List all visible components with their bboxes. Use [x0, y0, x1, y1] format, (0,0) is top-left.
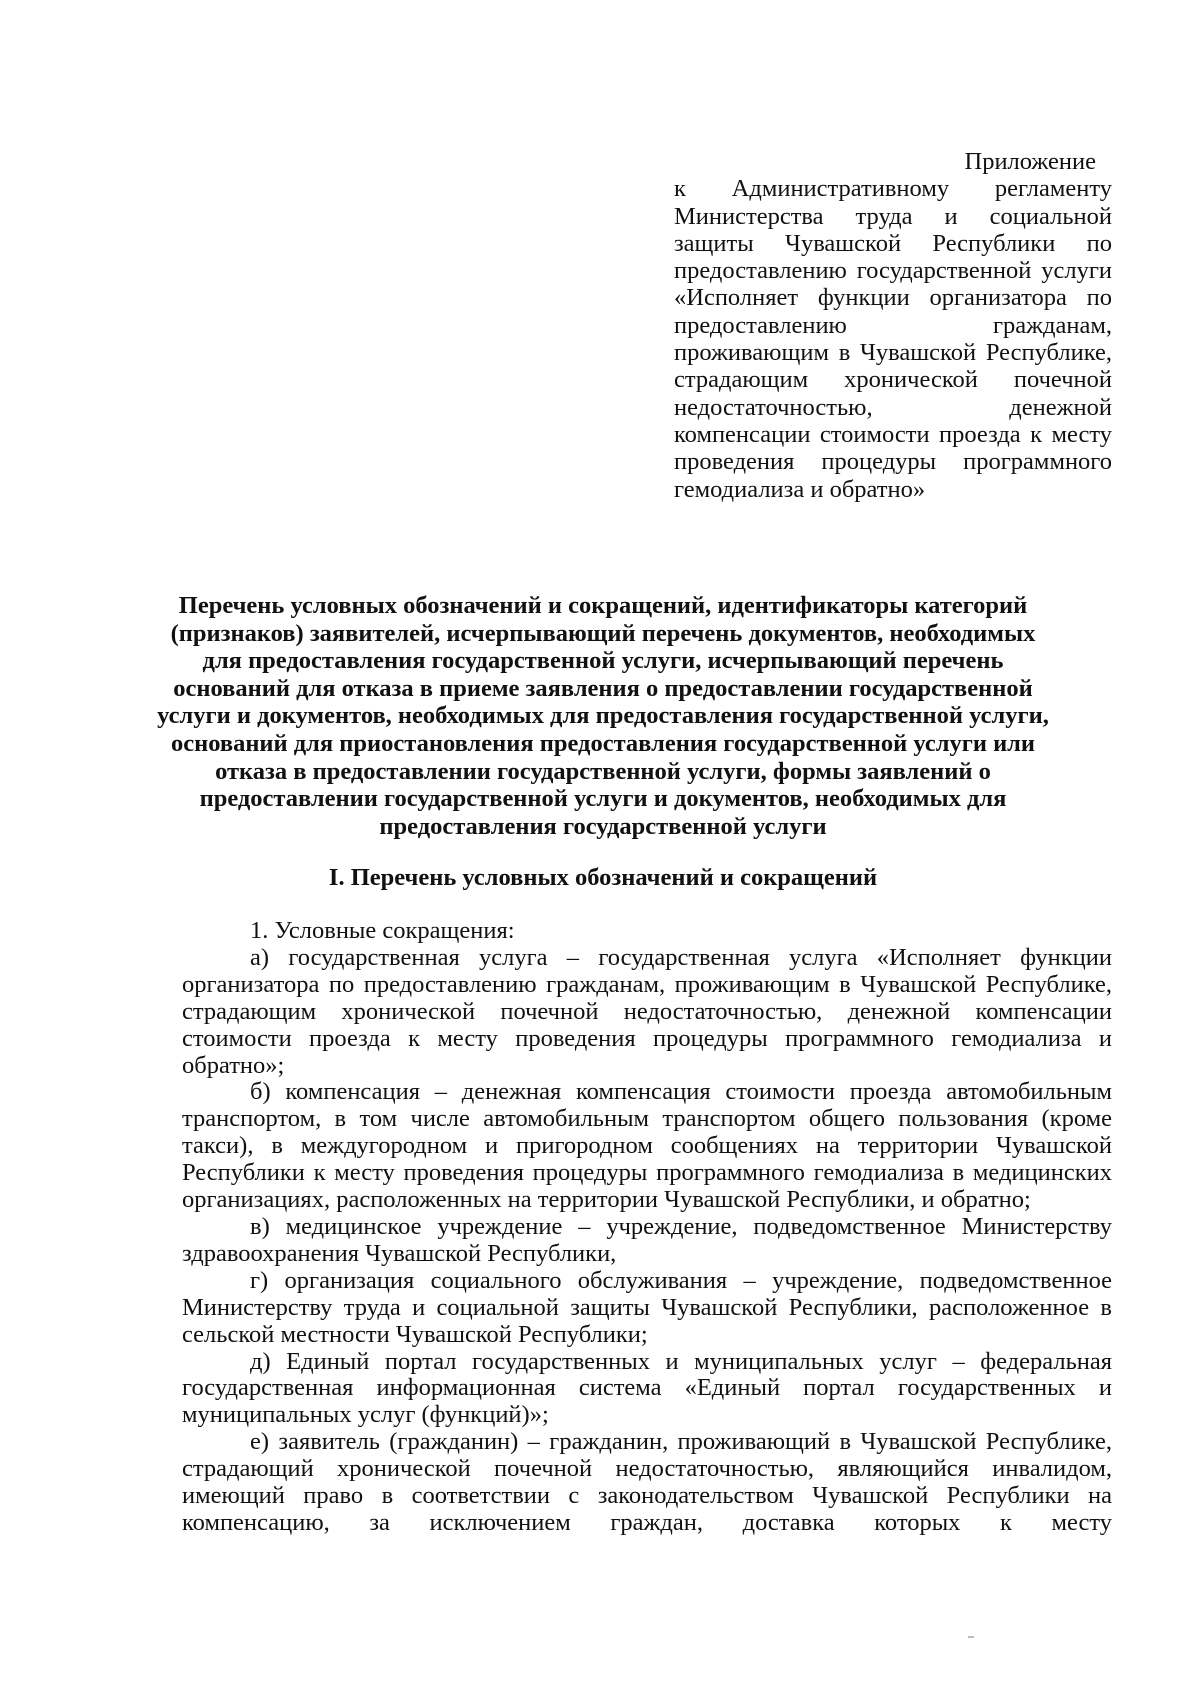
appendix-block [674, 148, 1112, 503]
scan-artifact [968, 1636, 974, 1638]
body-text [182, 918, 1112, 1537]
list-item-b: б) компенсация – денежная компенсация стоимости проезда автомобильным транспортом, в том числе автомобильным транспортом общего пользования (кроме такси), в междугородном и пригородном сообщениях на территории Чувашской Республики к месту проведения процедуры программного гемодиализа в медицинских организациях, расположенных на территории Чувашской Республики, и обратно; [182, 1078, 1112, 1214]
list-item-e: е) заявитель (гражданин) – гражданин, проживающий в Чувашской Республике, страдающий хронической почечной недостаточностью, являющийся инвалидом, имеющий право в соответствии с законодательством Чувашской Республики на компенсацию, за исключением граждан, доставка которых к месту [182, 1428, 1112, 1536]
appendix-text: к Административному регламенту Министерства труда и социальной защиты Чувашской Республики по предоставлению государственной услуги «Исполняет функции организатора по предоставлению гражданам, проживающим в Чувашской Республике, страдающим хронической почечной недостаточностью, денежной компенсации стоимости проезда к месту проведения процедуры программного гемодиализа и обратно» [674, 175, 1112, 503]
list-intro: 1. Условные сокращения: [250, 917, 515, 944]
list-item-a: а) государственная услуга – государственная услуга «Исполняет функции организатора по предоставлению гражданам, проживающим в Чувашской Республике, страдающим хронической почечной недостаточностью, денежной компенсации стоимости проезда к месту проведения процедуры программного гемодиализа и обратно»; [182, 943, 1112, 1079]
list-item-d: д) Единый портал государственных и муниципальных услуг – федеральная государственная информационная система «Единый портал государственных и муниципальных услуг (функций)»; [182, 1347, 1112, 1429]
list-item-g: г) организация социального обслуживания – учреждение, подведомственное Министерству труда и социальной защиты Чувашской Республики, расположенное в сельской местности Чувашской Республики; [182, 1266, 1112, 1348]
document-title: Перечень условных обозначений и сокращений, идентификаторы категорий (признаков) заявителей, исчерпывающий перечень документов, необходимых для предоставления государственной услуги, исчерпывающий перечень оснований для отказа в приеме заявления о предоставлении государственной услуги и документов, необходимых для предоставления государственной услуги, оснований для приостановления предоставления государственной услуги или отказа в предоставлении государственной услуги, формы заявлений о предоставлении государственной услуги и документов, необходимых для предоставления государственной услуги [157, 592, 1049, 840]
list-item-v: в) медицинское учреждение – учреждение, подведомственное Министерству здравоохранения Чувашской Республики, [182, 1212, 1112, 1267]
appendix-title: Приложение [964, 148, 1096, 175]
section-heading: I. Перечень условных обозначений и сокращений [328, 864, 878, 891]
